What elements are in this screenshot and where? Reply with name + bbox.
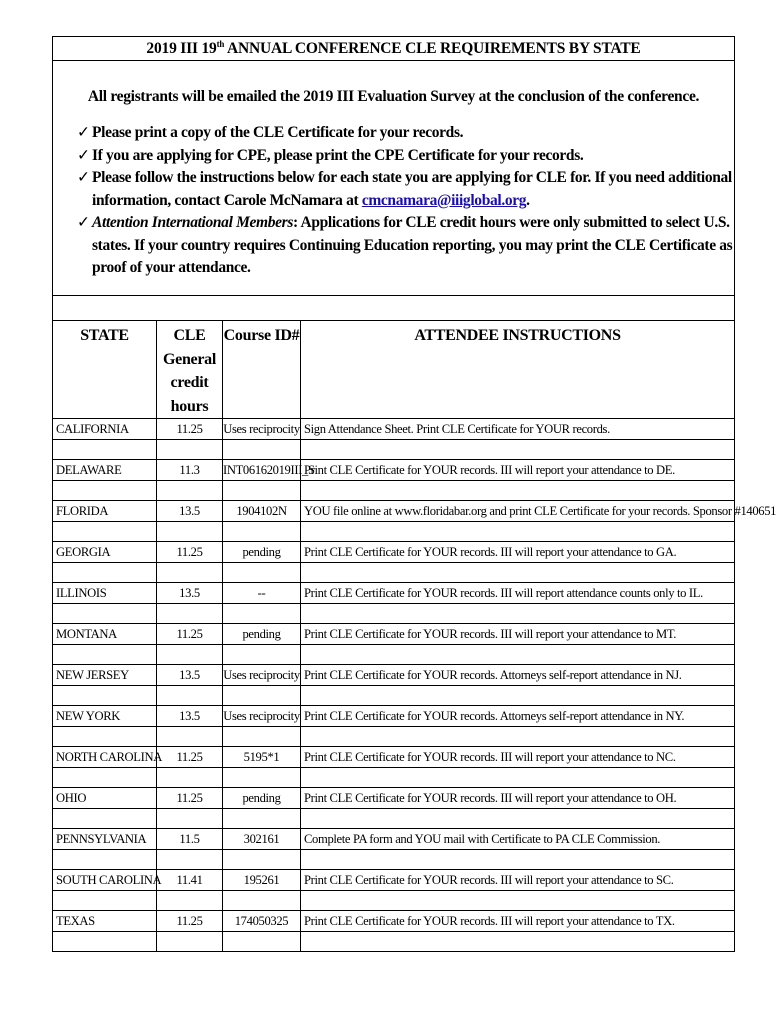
title-superscript: th — [216, 38, 225, 49]
table-gap-row — [53, 522, 735, 542]
table-row — [53, 911, 735, 932]
state-cell: MONTANA — [53, 624, 157, 645]
empty-cell — [53, 686, 157, 706]
instructions-cell: Sign Attendance Sheet. Print CLE Certificate for YOUR records. — [301, 419, 735, 440]
checklist-text-end: . — [526, 191, 530, 209]
empty-cell — [223, 727, 301, 747]
table-row — [53, 788, 735, 809]
empty-cell — [53, 932, 157, 952]
table-gap-row — [53, 768, 735, 788]
empty-cell — [157, 891, 223, 911]
checklist-text: : Applications for CLE credit hours were only submitted to select U.S. states. If your country requires Continuing Education reporting, you may print the CLE Certificate as proof of your attendance. — [92, 214, 733, 276]
instructions-cell: Print CLE Certificate for YOUR records. III will report your attendance to GA. — [301, 542, 735, 563]
table-gap-row — [53, 481, 735, 501]
header-attendee-instructions: ATTENDEE INSTRUCTIONS — [301, 321, 735, 419]
state-cell: FLORIDA — [53, 501, 157, 522]
instruction-checklist — [53, 122, 734, 280]
cle-hours-cell: 11.25 — [157, 788, 223, 809]
table-gap-row — [53, 891, 735, 911]
instructions-cell: Print CLE Certificate for YOUR records. III will report your attendance to NC. — [301, 747, 735, 768]
state-cell: OHIO — [53, 788, 157, 809]
empty-cell — [53, 809, 157, 829]
course-id-cell: Uses reciprocity — [223, 706, 301, 727]
empty-cell — [223, 850, 301, 870]
checklist-item — [77, 122, 734, 145]
course-id-cell: 1904102N — [223, 501, 301, 522]
empty-cell — [53, 768, 157, 788]
course-id-cell: 174050325 — [223, 911, 301, 932]
table-row — [53, 624, 735, 645]
checklist-text: Please follow the instructions below for each state you are applying for CLE for. If you need additional information, contact Carole McNamara at — [92, 169, 732, 209]
cle-hours-cell: 11.3 — [157, 460, 223, 481]
cle-hours-cell: 11.41 — [157, 870, 223, 891]
course-id-cell: pending — [223, 788, 301, 809]
state-cell: ILLINOIS — [53, 583, 157, 604]
empty-cell — [157, 809, 223, 829]
empty-cell — [53, 563, 157, 583]
table-row — [53, 747, 735, 768]
state-cell: PENNSYLVANIA — [53, 829, 157, 850]
empty-cell — [223, 522, 301, 542]
empty-cell — [223, 768, 301, 788]
header-cle-line: hours — [170, 397, 209, 415]
table-row — [53, 706, 735, 727]
empty-cell — [53, 481, 157, 501]
table-gap-row — [53, 440, 735, 460]
course-id-cell: Uses reciprocity — [223, 665, 301, 686]
instructions-cell: YOU file online at www.floridabar.org and print CLE Certificate for your records. Sponsor #140651 — [301, 501, 735, 522]
empty-cell — [301, 768, 735, 788]
instructions-cell: Print CLE Certificate for YOUR records. III will report your attendance to SC. — [301, 870, 735, 891]
empty-cell — [53, 522, 157, 542]
empty-cell — [223, 645, 301, 665]
instructions-cell: Print CLE Certificate for YOUR records. Attorneys self-report attendance in NY. — [301, 706, 735, 727]
table-row — [53, 583, 735, 604]
instructions-cell: Print CLE Certificate for YOUR records. III will report attendance counts only to IL. — [301, 583, 735, 604]
empty-cell — [157, 563, 223, 583]
header-cle-line: credit — [170, 374, 209, 391]
intro-cell — [53, 61, 735, 296]
empty-cell — [301, 604, 735, 624]
empty-cell — [223, 440, 301, 460]
cle-hours-cell: 13.5 — [157, 706, 223, 727]
cle-hours-cell: 11.25 — [157, 624, 223, 645]
empty-cell — [301, 809, 735, 829]
header-cle-line: General — [163, 350, 216, 368]
course-id-cell: 5195*1 — [223, 747, 301, 768]
table-gap-row — [53, 850, 735, 870]
empty-cell — [223, 563, 301, 583]
table-row — [53, 829, 735, 850]
table-row — [53, 542, 735, 563]
state-cell: TEXAS — [53, 911, 157, 932]
instructions-cell: Print CLE Certificate for YOUR records. III will report your attendance to TX. — [301, 911, 735, 932]
empty-cell — [301, 932, 735, 952]
header-cle-hours — [157, 321, 223, 419]
header-cle-line: CLE — [173, 327, 206, 344]
state-cell: GEORGIA — [53, 542, 157, 563]
spacer-cell — [53, 296, 735, 321]
checkmark-icon: ✓ — [77, 146, 90, 164]
empty-cell — [53, 440, 157, 460]
table-row — [53, 460, 735, 481]
cle-hours-cell: 11.25 — [157, 419, 223, 440]
spacer-row — [53, 296, 735, 321]
checklist-text: Please print a copy of the CLE Certificate for your records. — [92, 124, 464, 141]
checklist-text: If you are applying for CPE, please print the CPE Certificate for your records. — [92, 146, 584, 164]
cle-hours-cell: 11.5 — [157, 829, 223, 850]
empty-cell — [157, 645, 223, 665]
empty-cell — [223, 686, 301, 706]
course-id-cell: 302161 — [223, 829, 301, 850]
table-gap-row — [53, 645, 735, 665]
empty-cell — [157, 932, 223, 952]
header-state: STATE — [53, 321, 157, 419]
empty-cell — [301, 686, 735, 706]
empty-cell — [53, 604, 157, 624]
table-gap-row — [53, 604, 735, 624]
empty-cell — [301, 440, 735, 460]
table-gap-row — [53, 686, 735, 706]
empty-cell — [301, 522, 735, 542]
empty-cell — [301, 891, 735, 911]
title-suffix: ANNUAL CONFERENCE CLE REQUIREMENTS BY STATE — [224, 40, 641, 57]
cle-hours-cell: 13.5 — [157, 665, 223, 686]
checkmark-icon: ✓ — [77, 214, 90, 231]
empty-cell — [53, 850, 157, 870]
cle-requirements-table — [52, 36, 776, 952]
cle-hours-cell: 11.25 — [157, 747, 223, 768]
state-cell: NEW JERSEY — [53, 665, 157, 686]
checkmark-icon: ✓ — [77, 169, 90, 186]
table-gap-row — [53, 727, 735, 747]
instructions-cell: Complete PA form and YOU mail with Certificate to PA CLE Commission. — [301, 829, 735, 850]
empty-cell — [157, 522, 223, 542]
empty-cell — [223, 809, 301, 829]
empty-cell — [301, 563, 735, 583]
empty-cell — [157, 850, 223, 870]
table-header-row — [53, 321, 735, 419]
empty-cell — [301, 727, 735, 747]
state-cell: SOUTH CAROLINA — [53, 870, 157, 891]
instructions-cell: Print CLE Certificate for YOUR records. III will report your attendance to DE. — [301, 460, 735, 481]
empty-cell — [223, 604, 301, 624]
document-title — [53, 37, 735, 61]
empty-cell — [223, 891, 301, 911]
course-id-cell: 195261 — [223, 870, 301, 891]
course-id-cell: pending — [223, 542, 301, 563]
cle-hours-cell: 11.25 — [157, 542, 223, 563]
table-gap-row — [53, 932, 735, 952]
empty-cell — [157, 686, 223, 706]
empty-cell — [53, 645, 157, 665]
empty-cell — [157, 768, 223, 788]
contact-email-link[interactable]: cmcnamara@iiiglobal.org — [361, 191, 527, 209]
empty-cell — [157, 440, 223, 460]
table-row — [53, 665, 735, 686]
table-gap-row — [53, 563, 735, 583]
empty-cell — [223, 481, 301, 501]
cle-hours-cell: 13.5 — [157, 583, 223, 604]
table-row — [53, 419, 735, 440]
cle-hours-cell: 13.5 — [157, 501, 223, 522]
empty-cell — [53, 727, 157, 747]
international-members-label: Attention International Members — [92, 214, 294, 231]
empty-cell — [157, 727, 223, 747]
course-id-cell: Uses reciprocity — [223, 419, 301, 440]
cle-hours-cell: 11.25 — [157, 911, 223, 932]
course-id-cell: pending — [223, 624, 301, 645]
title-row — [53, 37, 735, 61]
checkmark-icon: ✓ — [77, 124, 90, 141]
instructions-cell: Print CLE Certificate for YOUR records. III will report your attendance to OH. — [301, 788, 735, 809]
empty-cell — [301, 481, 735, 501]
checklist-item — [77, 145, 734, 168]
state-cell: CALIFORNIA — [53, 419, 157, 440]
checklist-item — [77, 212, 734, 280]
state-cell: NEW YORK — [53, 706, 157, 727]
intro-row — [53, 61, 735, 296]
state-cell: NORTH CAROLINA — [53, 747, 157, 768]
empty-cell — [301, 645, 735, 665]
instructions-cell: Print CLE Certificate for YOUR records. III will report your attendance to MT. — [301, 624, 735, 645]
state-cell: DELAWARE — [53, 460, 157, 481]
instructions-cell: Print CLE Certificate for YOUR records. Attorneys self-report attendance in NJ. — [301, 665, 735, 686]
table-row — [53, 870, 735, 891]
table-gap-row — [53, 809, 735, 829]
document — [52, 36, 776, 952]
empty-cell — [157, 604, 223, 624]
empty-cell — [157, 481, 223, 501]
checklist-item — [77, 167, 734, 212]
course-id-cell: INT06162019III_S — [223, 460, 301, 481]
header-course-id: Course ID# — [223, 321, 301, 419]
title-prefix: 2019 III 19 — [146, 40, 217, 57]
course-id-cell: -- — [223, 583, 301, 604]
evaluation-survey-note: All registrants will be emailed the 2019 III Evaluation Survey at the conclusion of the conference. — [87, 88, 700, 105]
empty-cell — [301, 850, 735, 870]
table-row — [53, 501, 735, 522]
empty-cell — [53, 891, 157, 911]
empty-cell — [223, 932, 301, 952]
